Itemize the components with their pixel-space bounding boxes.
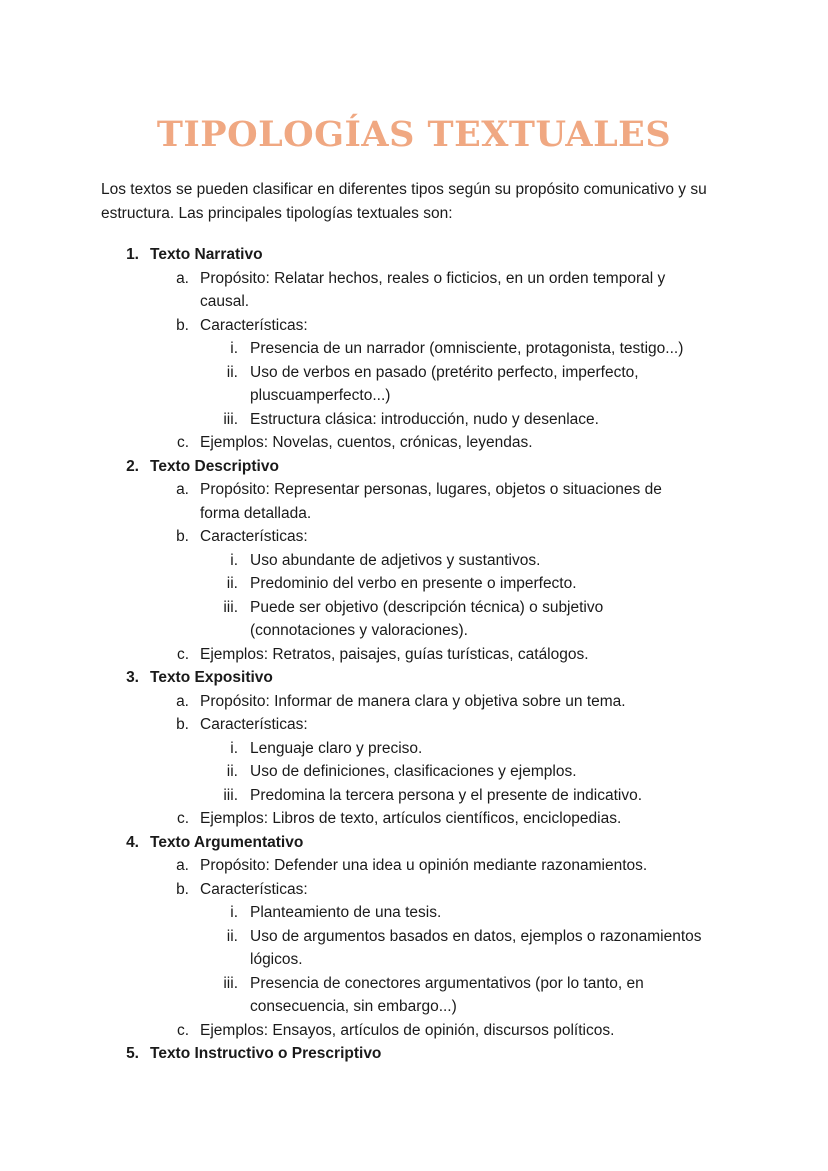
item-marker: a. bbox=[176, 692, 189, 710]
item-marker: b. bbox=[176, 528, 189, 545]
section-number: 4. bbox=[126, 833, 139, 851]
subitem-marker: iii. bbox=[223, 974, 238, 992]
section-number: 1. bbox=[126, 246, 139, 263]
subitem-marker: iii. bbox=[223, 786, 238, 804]
item-marker: a. bbox=[176, 269, 189, 287]
item-marker: c. bbox=[176, 810, 189, 827]
caracteristica-text: Lenguaje claro y preciso. bbox=[250, 739, 423, 757]
proposito-text: Propósito: Representar personas, lugares, objetos o situaciones de bbox=[200, 481, 662, 498]
proposito-text: Propósito: Informar de manera clara y objetiva sobre un tema. bbox=[200, 692, 626, 710]
page-title: TIPOLOGÍAS TEXTUALES bbox=[156, 114, 672, 155]
item-marker: c. bbox=[176, 434, 189, 451]
section-heading: Texto Expositivo bbox=[150, 669, 273, 686]
section-number: 2. bbox=[126, 457, 139, 475]
caracteristica-text: Presencia de conectores argumentativos (por lo tanto, en bbox=[250, 974, 644, 992]
caracteristicas-label: Características: bbox=[200, 880, 308, 898]
caracteristica-text: pluscuamperfecto...) bbox=[250, 387, 391, 404]
caracteristicas-label: Características: bbox=[200, 716, 308, 733]
item-marker: b. bbox=[176, 880, 189, 898]
item-marker: a. bbox=[176, 857, 189, 874]
subitem-marker: i. bbox=[230, 551, 238, 569]
subitem-marker: ii. bbox=[226, 363, 238, 381]
section-heading: Texto Argumentativo bbox=[150, 833, 304, 851]
proposito-text: forma detallada. bbox=[200, 504, 312, 522]
item-marker: c. bbox=[176, 1021, 189, 1039]
ejemplos-text: Ejemplos: Ensayos, artículos de opinión, discursos políticos. bbox=[200, 1021, 615, 1039]
section-heading: Texto Instructivo o Prescriptivo bbox=[150, 1045, 382, 1062]
caracteristica-text: Puede ser objetivo (descripción técnica) o subjetivo bbox=[250, 598, 604, 616]
caracteristica-text: Uso abundante de adjetivos y sustantivos. bbox=[250, 551, 541, 569]
section-number: 3. bbox=[126, 669, 139, 686]
item-marker: b. bbox=[176, 316, 189, 334]
subitem-marker: i. bbox=[230, 739, 238, 757]
section-heading: Texto Descriptivo bbox=[150, 457, 279, 475]
caracteristicas-label: Características: bbox=[200, 316, 308, 334]
caracteristica-text: Presencia de un narrador (omnisciente, protagonista, testigo...) bbox=[250, 340, 684, 357]
caracteristicas-label: Características: bbox=[200, 528, 308, 545]
caracteristica-text: Predominio del verbo en presente o imperfecto. bbox=[250, 575, 577, 592]
ejemplos-text: Ejemplos: Retratos, paisajes, guías turísticas, catálogos. bbox=[200, 645, 589, 663]
subitem-marker: i. bbox=[230, 904, 238, 921]
caracteristica-text: (connotaciones y valoraciones). bbox=[250, 622, 468, 639]
item-marker: c. bbox=[176, 645, 189, 663]
ejemplos-text: Ejemplos: Novelas, cuentos, crónicas, leyendas. bbox=[200, 434, 533, 451]
caracteristica-text: Estructura clásica: introducción, nudo y desenlace. bbox=[250, 410, 599, 428]
ejemplos-text: Ejemplos: Libros de texto, artículos científicos, enciclopedias. bbox=[200, 810, 622, 827]
caracteristica-text: Uso de definiciones, clasificaciones y ejemplos. bbox=[250, 763, 577, 780]
intro-paragraph: Los textos se pueden clasificar en diferentes tipos según su propósito comunicativo y su estructura. Las principales tipologías textuales son: bbox=[101, 181, 707, 222]
subitem-marker: iii. bbox=[223, 598, 238, 616]
caracteristica-text: Uso de argumentos basados en datos, ejemplos o razonamientos bbox=[250, 927, 702, 945]
subitem-marker: ii. bbox=[226, 927, 238, 945]
proposito-text: causal. bbox=[200, 293, 250, 310]
caracteristica-text: lógicos. bbox=[250, 951, 303, 968]
proposito-text: Propósito: Relatar hechos, reales o ficticios, en un orden temporal y bbox=[200, 269, 666, 287]
subitem-marker: iii. bbox=[223, 410, 238, 428]
subitem-marker: ii. bbox=[226, 575, 238, 592]
section-number: 5. bbox=[126, 1045, 139, 1062]
item-marker: b. bbox=[176, 716, 189, 733]
item-marker: a. bbox=[176, 481, 189, 498]
section-heading: Texto Narrativo bbox=[150, 246, 263, 263]
caracteristica-text: Planteamiento de una tesis. bbox=[250, 904, 442, 921]
subitem-marker: ii. bbox=[226, 763, 238, 780]
caracteristica-text: Predomina la tercera persona y el presente de indicativo. bbox=[250, 786, 643, 804]
subitem-marker: i. bbox=[230, 340, 238, 357]
caracteristica-text: consecuencia, sin embargo...) bbox=[250, 998, 457, 1015]
caracteristica-text: Uso de verbos en pasado (pretérito perfecto, imperfecto, bbox=[250, 363, 639, 381]
proposito-text: Propósito: Defender una idea u opinión mediante razonamientos. bbox=[200, 857, 648, 874]
